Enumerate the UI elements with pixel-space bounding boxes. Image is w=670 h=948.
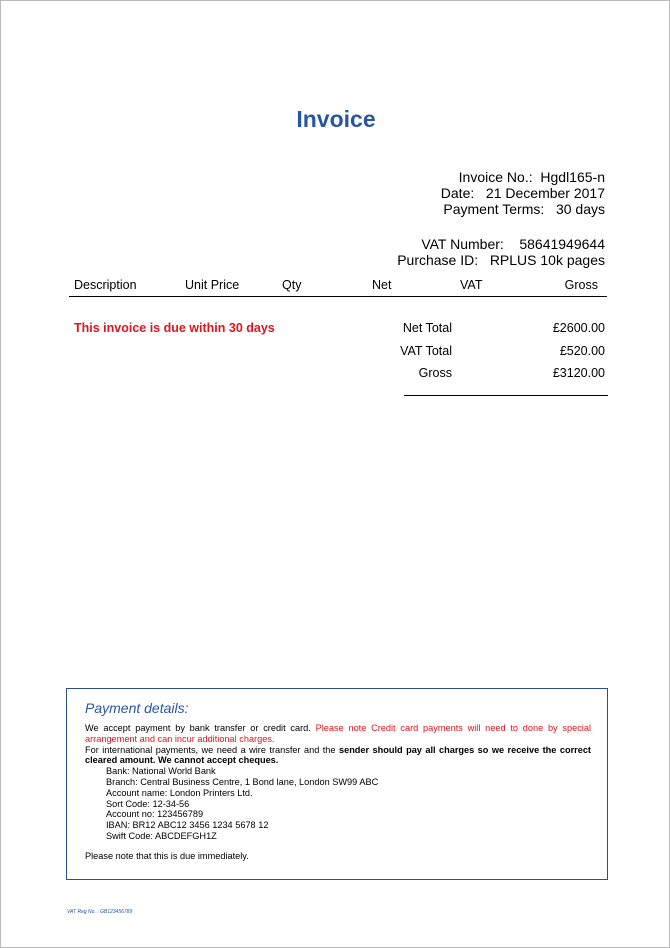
vat-total-label: VAT Total [400, 343, 452, 358]
bank-name: Bank: National World Bank [106, 766, 216, 777]
international-payments-text [85, 745, 591, 767]
payment-methods: We accept payment by bank transfer or credit card. [85, 723, 316, 733]
gross-total-value: £3120.00 [552, 366, 605, 380]
invoice-number: Hgdl165-n [540, 169, 605, 185]
vat-total-value: £520.00 [559, 343, 605, 358]
header-unit-price: Unit Price [185, 278, 240, 292]
payment-terms-row [397, 201, 605, 217]
purchase-id-row [397, 252, 605, 268]
invoice-date-row [397, 185, 605, 201]
vat-total-row [381, 344, 607, 367]
payment-terms: 30 days [555, 201, 605, 217]
bank-details [85, 766, 591, 842]
account-name: Account name: London Printers Ltd. [106, 787, 253, 798]
bank-branch: Branch: Central Business Centre, 1 Bond lane, London SW99 ABC [106, 776, 379, 787]
invoice-meta [397, 169, 605, 268]
gross-total-label: Gross [418, 366, 452, 380]
vat-registration-footer: VAT Reg No. : GB123456789 [67, 909, 133, 915]
purchase-id: RPLUS 10k pages [489, 252, 605, 268]
gross-total-row [381, 366, 607, 389]
invoice-date-label: Date: [440, 185, 475, 201]
invoice-date: 21 December 2017 [485, 185, 605, 201]
net-total-value: £2600.00 [552, 321, 605, 335]
due-notice: This invoice is due within 30 days [74, 321, 275, 335]
invoice-number-label: Invoice No.: [458, 169, 533, 185]
charges-notice: sender should pay all charges so we receive the correct cleared amount. We cannot accept cheques. [85, 744, 591, 766]
account-number: Account no: 123456789 [106, 809, 204, 820]
payment-details-body [85, 723, 591, 862]
payment-details-title: Payment details: [85, 700, 189, 716]
header-description: Description [74, 278, 137, 292]
payment-details-box [66, 688, 608, 880]
totals-divider [404, 395, 608, 396]
payment-methods-text [85, 723, 591, 745]
swift-code: Swift Code: ABCDEFGH1Z [106, 830, 217, 841]
sort-code: Sort Code: 12-34-56 [106, 798, 190, 809]
vat-number-row [397, 236, 605, 252]
header-net: Net [372, 278, 392, 292]
header-gross: Gross [564, 278, 598, 292]
iban: IBAN: BR12 ABC12 3456 1234 5678 12 [106, 820, 269, 831]
credit-card-warning: Please note Credit card payments will need to done by special arrangement and can incur additional charges. [85, 723, 592, 744]
table-header [69, 278, 607, 297]
payment-terms-label: Payment Terms: [443, 201, 545, 217]
vat-number: 58641949644 [519, 236, 605, 252]
international-payments: For international payments, we need a wire transfer and the [85, 744, 339, 755]
net-total-row [381, 321, 607, 344]
header-vat: VAT [460, 278, 483, 292]
purchase-id-label: Purchase ID: [397, 252, 479, 268]
invoice-number-row [397, 169, 605, 185]
header-qty: Qty [282, 278, 302, 292]
totals-block [381, 321, 607, 389]
net-total-label: Net Total [402, 321, 452, 335]
due-immediately-note: Please note that this is due immediately. [85, 850, 249, 861]
invoice-title: Invoice [296, 106, 376, 132]
vat-number-label: VAT Number: [421, 236, 504, 252]
